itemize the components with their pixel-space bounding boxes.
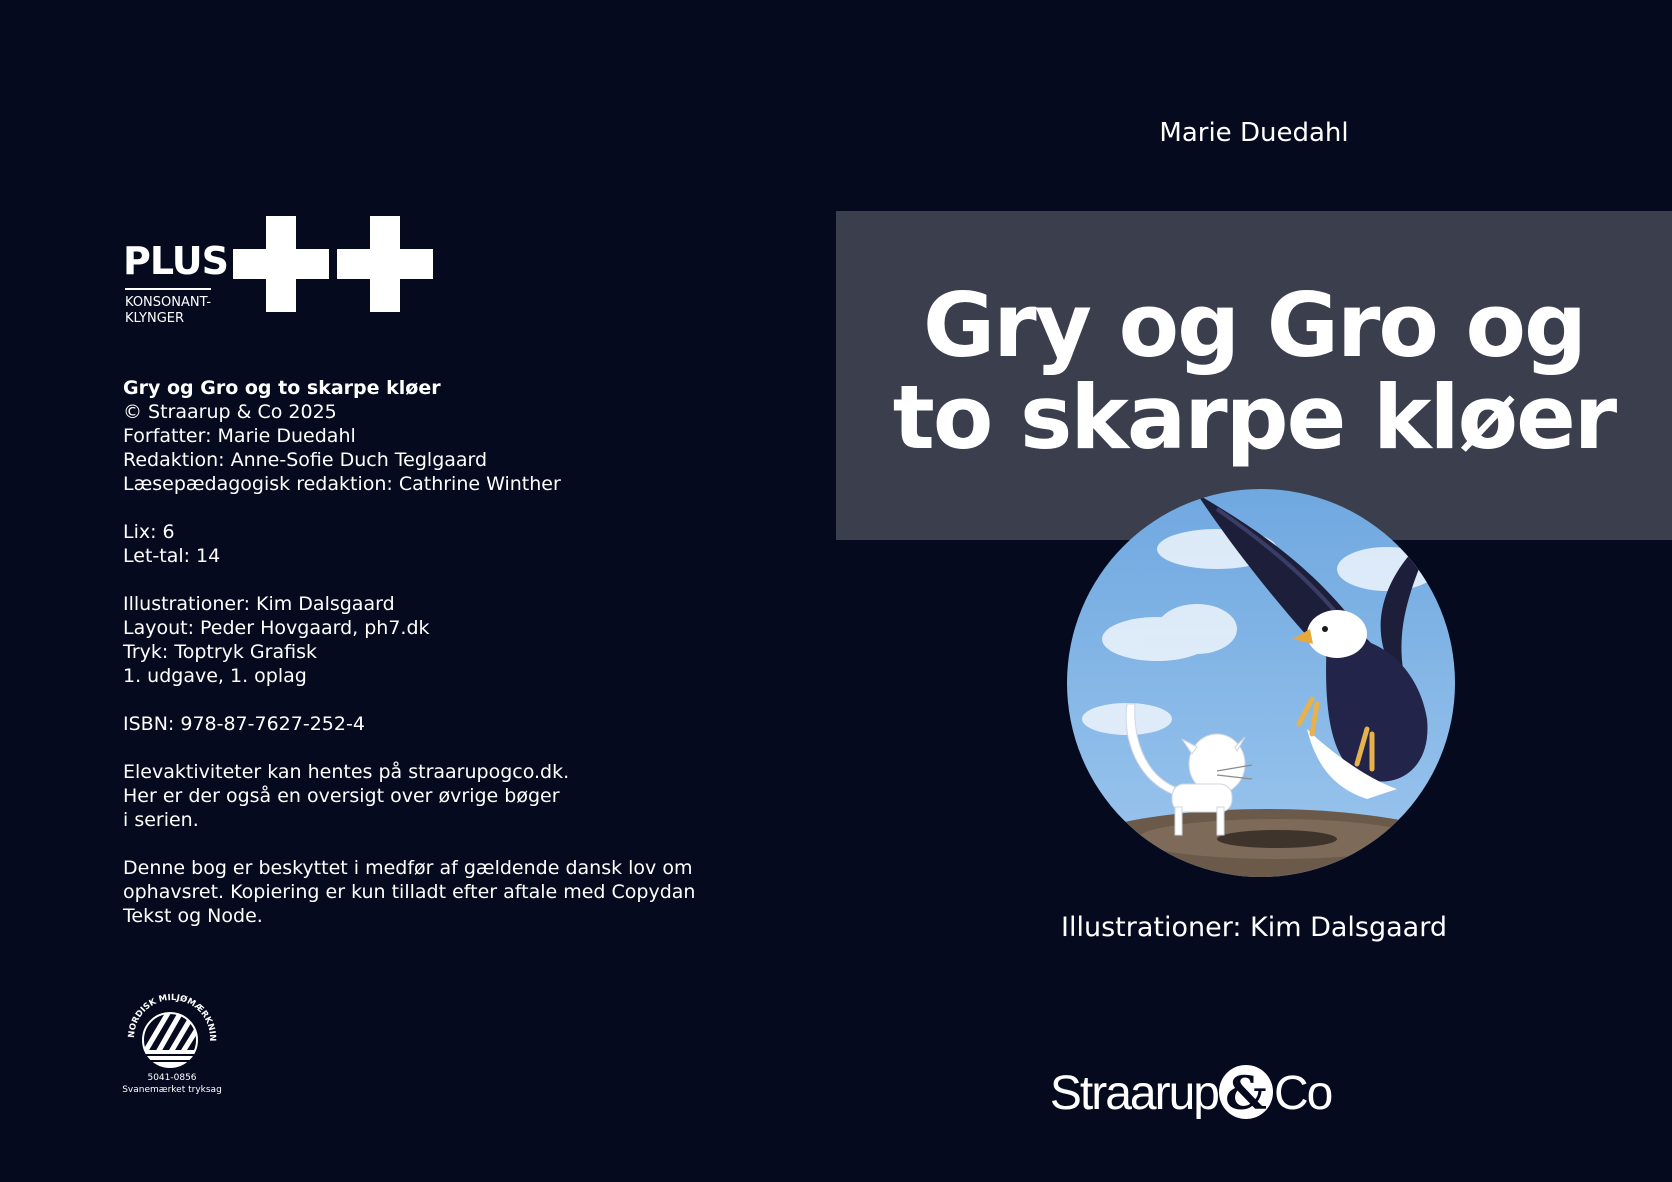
colophon-isbn: ISBN: 978-87-7627-252-4 — [123, 713, 365, 735]
swan-ecolabel-icon — [122, 990, 222, 1070]
series-logo-subtitle: KONSONANT- KLYNGER — [125, 295, 212, 326]
publisher-name-right: Co — [1274, 1067, 1332, 1120]
eagle-and-cat-illustration — [1067, 489, 1455, 877]
plus-cross-icon — [337, 216, 433, 312]
ecolabel-caption: Svanemærket tryksag — [122, 1085, 222, 1095]
publisher-logo — [836, 1058, 1672, 1128]
colophon-legal: Denne bog er beskyttet i medfør af gældende dansk lov om ophavsret. Kopiering er kun tilladt efter aftale med Copydan Tekst og Node. — [123, 857, 696, 927]
colophon-reading-editor: Læsepædagogisk redaktion: Cathrine Winther — [123, 473, 561, 495]
nordic-swan-ecolabel — [122, 990, 222, 1100]
ampersand-icon: & — [1225, 1066, 1267, 1120]
series-logo-rule — [125, 288, 211, 290]
ecolabel-code: 5041-0856 — [147, 1073, 197, 1083]
colophon-activities: Elevaktiviteter kan hentes på straarupogco.dk. Her er der også en oversigt over øvrige bøger i serien. — [123, 761, 570, 831]
publisher-wordmark — [836, 1058, 1672, 1128]
cover-illustration — [1067, 489, 1455, 877]
front-author: Marie Duedahl — [1159, 118, 1349, 148]
colophon-title: Gry og Gro og to skarpe kløer — [123, 377, 441, 399]
colophon-layout: Layout: Peder Hovgaard, ph7.dk — [123, 617, 430, 639]
plus-cross-icon — [233, 216, 329, 312]
book-title-line1: Gry og Gro og — [923, 274, 1585, 377]
colophon-author: Forfatter: Marie Duedahl — [123, 425, 356, 447]
series-logo — [123, 212, 453, 332]
colophon-print: Tryk: Toptryk Grafisk — [123, 641, 317, 663]
book-title — [836, 274, 1672, 469]
book-title-line2: to skarpe kløer — [892, 366, 1616, 469]
ecolabel-ring-text: NORDISK MILJØMÆRKNIN — [126, 992, 218, 1042]
colophon-lix: Lix: 6 — [123, 521, 175, 543]
colophon-copyright: © Straarup & Co 2025 — [123, 401, 337, 423]
colophon-edition: 1. udgave, 1. oplag — [123, 665, 307, 687]
publisher-name-left: Straarup — [1049, 1067, 1218, 1120]
colophon-editor: Redaktion: Anne-Sofie Duch Teglgaard — [123, 449, 488, 471]
colophon — [123, 376, 723, 928]
front-cover — [836, 0, 1672, 1182]
colophon-illustrations: Illustrationer: Kim Dalsgaard — [123, 593, 395, 615]
series-logo-word: PLUS — [123, 239, 228, 283]
colophon-let-tal: Let-tal: 14 — [123, 545, 221, 567]
front-illustrator: Illustrationer: Kim Dalsgaard — [1060, 912, 1447, 943]
